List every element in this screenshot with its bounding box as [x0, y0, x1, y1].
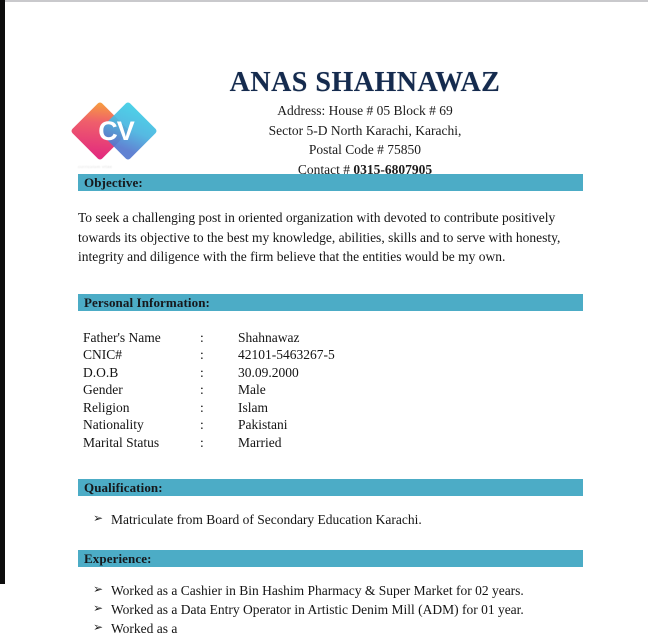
personal-information-table — [83, 329, 335, 452]
section-title-qualification: Qualification: — [84, 479, 163, 495]
objective-body: To seek a challenging post in oriented organization with devoted to contribute positively towards its objective to the best my knowledge, abilities, skills and to serve with honesty, integrity and diligence with the firm believe that the entities would be my own. — [78, 210, 561, 265]
field-value: Islam — [238, 399, 268, 415]
field-label: D.O.B — [83, 364, 119, 380]
table-row — [83, 416, 335, 434]
cv-logo-icon — [70, 98, 162, 164]
field-label: Religion — [83, 399, 130, 415]
table-row — [83, 329, 335, 347]
address-line-3: Postal Code # 75850 — [308, 142, 422, 158]
contact-number: 0315-6807905 — [353, 161, 433, 177]
field-label: Marital Status — [83, 434, 160, 450]
field-label: Nationality — [83, 417, 144, 433]
svg-text:CV: CV — [98, 116, 134, 146]
field-colon: : — [200, 382, 204, 398]
table-row — [83, 381, 335, 399]
list-item-text: Worked as a Cashier in Bin Hashim Pharmacy & Super Market for 02 years. — [111, 582, 524, 598]
list-item — [93, 510, 648, 529]
field-colon: : — [200, 417, 204, 433]
section-title-objective: Objective: — [84, 175, 143, 190]
table-row — [83, 364, 335, 382]
header-name-block — [155, 68, 575, 178]
field-colon: : — [200, 399, 204, 415]
table-row — [83, 399, 335, 417]
cv-logo-caption: curriculum vitae — [78, 164, 113, 169]
field-colon: : — [200, 434, 204, 450]
list-item — [93, 600, 648, 619]
table-row — [83, 434, 335, 452]
arrow-bullet-icon: ➢ — [93, 510, 104, 525]
arrow-bullet-icon: ➢ — [93, 619, 104, 634]
list-item-text: Worked as a — [111, 620, 178, 636]
candidate-name: ANAS SHAHNAWAZ — [229, 67, 501, 98]
cv-logo — [70, 98, 162, 169]
arrow-bullet-icon: ➢ — [93, 600, 104, 615]
field-colon: : — [200, 347, 204, 363]
experience-list — [5, 581, 648, 636]
list-item-text: Worked as a Data Entry Operator in Artistic Denim Mill (ADM) for 01 year. — [111, 601, 524, 617]
field-label: Gender — [83, 382, 123, 398]
list-item — [93, 619, 648, 636]
address-line-2: Sector 5-D North Karachi, Karachi, — [268, 122, 462, 138]
field-colon: : — [200, 329, 204, 345]
section-title-personal-information: Personal Information: — [84, 294, 210, 310]
document-sheet — [5, 2, 648, 636]
field-value: Pakistani — [238, 417, 288, 433]
section-header-experience — [78, 550, 583, 567]
field-label: CNIC# — [83, 347, 123, 363]
resume-header — [5, 2, 648, 177]
field-colon: : — [200, 364, 204, 380]
address-line-1: Address: House # 05 Block # 69 — [277, 103, 453, 119]
section-header-personal-information — [78, 294, 583, 311]
table-row — [83, 346, 335, 364]
field-value: Shahnawaz — [238, 329, 300, 345]
contact-line — [155, 161, 575, 179]
contact-label: Contact # — [297, 161, 354, 177]
arrow-bullet-icon: ➢ — [93, 581, 104, 596]
section-title-experience: Experience: — [84, 550, 152, 566]
list-item — [93, 581, 648, 600]
field-value: 30.09.2000 — [238, 364, 299, 380]
field-value: 42101-5463267-5 — [238, 347, 335, 363]
section-header-qualification — [78, 479, 583, 496]
field-value: Married — [238, 434, 282, 450]
field-label: Father's Name — [83, 329, 161, 345]
qualification-list — [5, 510, 648, 529]
field-value: Male — [238, 382, 266, 398]
list-item-text: Matriculate from Board of Secondary Education Karachi. — [111, 511, 422, 527]
